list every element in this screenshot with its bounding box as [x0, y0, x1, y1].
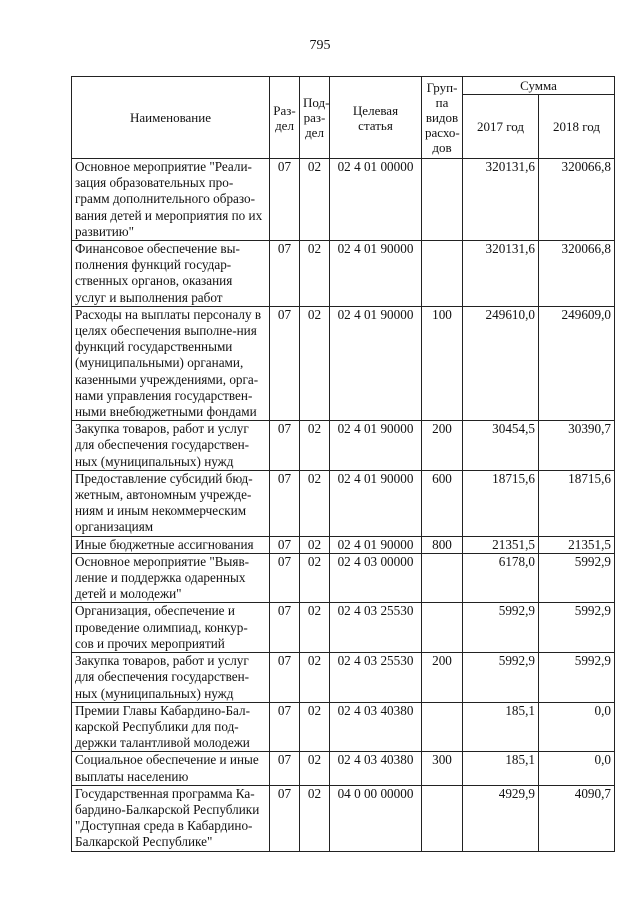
row-section: 07 — [270, 159, 300, 241]
row-sum-2017: 320131,6 — [463, 241, 539, 307]
table-row — [72, 653, 615, 703]
row-section: 07 — [270, 470, 300, 536]
row-sum-2017: 185,1 — [463, 702, 539, 752]
row-section: 07 — [270, 785, 300, 851]
row-section: 07 — [270, 752, 300, 785]
row-expense-group: 200 — [422, 653, 463, 703]
table-row — [72, 553, 615, 603]
table-row — [72, 241, 615, 307]
table-header — [72, 77, 615, 159]
table-row — [72, 421, 615, 471]
table-body — [72, 159, 615, 852]
row-subsection: 02 — [300, 702, 330, 752]
table-row — [72, 306, 615, 420]
header-year-2017: 2017 год — [463, 95, 539, 159]
row-target-article: 02 4 03 25530 — [330, 603, 422, 653]
row-sum-2018: 5992,9 — [539, 603, 615, 653]
table-row — [72, 159, 615, 241]
row-sum-2017: 18715,6 — [463, 470, 539, 536]
row-sum-2017: 21351,5 — [463, 536, 539, 553]
row-subsection: 02 — [300, 421, 330, 471]
row-target-article: 02 4 01 90000 — [330, 470, 422, 536]
row-sum-2017: 5992,9 — [463, 653, 539, 703]
row-expense-group: 200 — [422, 421, 463, 471]
header-sum: Сумма — [463, 77, 615, 95]
row-sum-2017: 6178,0 — [463, 553, 539, 603]
table-row — [72, 702, 615, 752]
header-section: Раз- дел — [270, 77, 300, 159]
row-target-article: 02 4 03 25530 — [330, 653, 422, 703]
row-name: Основное мероприятие "Реали-зация образовательных про-грамм дополнительного образо-вания детей и мероприятия по их развитию" — [72, 159, 270, 241]
row-target-article: 02 4 03 40380 — [330, 752, 422, 785]
header-target-article: Целевая статья — [330, 77, 422, 159]
row-sum-2018: 320066,8 — [539, 241, 615, 307]
row-sum-2018: 4090,7 — [539, 785, 615, 851]
row-target-article: 04 0 00 00000 — [330, 785, 422, 851]
table-row — [72, 785, 615, 851]
row-name: Иные бюджетные ассигнования — [72, 536, 270, 553]
row-name: Закупка товаров, работ и услуг для обеспечения государствен-ных (муниципальных) нужд — [72, 421, 270, 471]
row-name: Предоставление субсидий бюд-жетным, автономным учрежде-ниям и иным некоммерческим организациям — [72, 470, 270, 536]
row-sum-2017: 320131,6 — [463, 159, 539, 241]
row-subsection: 02 — [300, 603, 330, 653]
page-number: 795 — [309, 38, 331, 53]
row-expense-group: 300 — [422, 752, 463, 785]
header-expense-group: Груп- па видов расхо- дов — [422, 77, 463, 159]
row-subsection: 02 — [300, 785, 330, 851]
row-subsection: 02 — [300, 241, 330, 307]
row-target-article: 02 4 01 90000 — [330, 421, 422, 471]
row-target-article: 02 4 03 40380 — [330, 702, 422, 752]
row-section: 07 — [270, 536, 300, 553]
table-row — [72, 752, 615, 785]
row-expense-group: 800 — [422, 536, 463, 553]
row-name: Премии Главы Кабардино-Бал-карской Республики для под-держки талантливой молодежи — [72, 702, 270, 752]
row-expense-group: 100 — [422, 306, 463, 420]
row-name: Закупка товаров, работ и услуг для обеспечения государствен-ных (муниципальных) нужд — [72, 653, 270, 703]
row-expense-group — [422, 702, 463, 752]
row-target-article: 02 4 03 00000 — [330, 553, 422, 603]
row-subsection: 02 — [300, 653, 330, 703]
row-subsection: 02 — [300, 470, 330, 536]
row-subsection: 02 — [300, 159, 330, 241]
row-sum-2018: 0,0 — [539, 752, 615, 785]
row-section: 07 — [270, 603, 300, 653]
row-expense-group — [422, 785, 463, 851]
row-name: Организация, обеспечение и проведение олимпиад, конкур-сов и прочих мероприятий — [72, 603, 270, 653]
row-sum-2018: 249609,0 — [539, 306, 615, 420]
row-sum-2017: 185,1 — [463, 752, 539, 785]
table-row — [72, 536, 615, 553]
row-subsection: 02 — [300, 306, 330, 420]
row-sum-2018: 30390,7 — [539, 421, 615, 471]
row-expense-group — [422, 553, 463, 603]
row-sum-2018: 0,0 — [539, 702, 615, 752]
row-section: 07 — [270, 653, 300, 703]
header-year-2018: 2018 год — [539, 95, 615, 159]
row-name: Социальное обеспечение и иные выплаты населению — [72, 752, 270, 785]
row-target-article: 02 4 01 90000 — [330, 306, 422, 420]
row-expense-group — [422, 241, 463, 307]
row-target-article: 02 4 01 90000 — [330, 536, 422, 553]
row-expense-group — [422, 159, 463, 241]
row-section: 07 — [270, 702, 300, 752]
row-expense-group — [422, 603, 463, 653]
row-section: 07 — [270, 421, 300, 471]
table-row — [72, 470, 615, 536]
row-sum-2018: 21351,5 — [539, 536, 615, 553]
row-section: 07 — [270, 553, 300, 603]
row-target-article: 02 4 01 90000 — [330, 241, 422, 307]
table-row — [72, 603, 615, 653]
row-name: Расходы на выплаты персоналу в целях обеспечения выполне-ния функций государственными (муниципальными) органами, казенными учреждениями, орга-нами управления государствен-ными внебюджетными фондами — [72, 306, 270, 420]
row-sum-2017: 30454,5 — [463, 421, 539, 471]
row-section: 07 — [270, 241, 300, 307]
row-target-article: 02 4 01 00000 — [330, 159, 422, 241]
header-name: Наименование — [72, 77, 270, 159]
row-sum-2017: 249610,0 — [463, 306, 539, 420]
header-subsection: Под- раз- дел — [300, 77, 330, 159]
row-expense-group: 600 — [422, 470, 463, 536]
row-section: 07 — [270, 306, 300, 420]
row-subsection: 02 — [300, 536, 330, 553]
row-subsection: 02 — [300, 553, 330, 603]
row-name: Государственная программа Ка-бардино-Балкарской Республики "Доступная среда в Кабардино-Балкарской Республике" — [72, 785, 270, 851]
row-subsection: 02 — [300, 752, 330, 785]
budget-table — [71, 76, 615, 852]
row-sum-2018: 5992,9 — [539, 653, 615, 703]
row-sum-2018: 320066,8 — [539, 159, 615, 241]
row-name: Финансовое обеспечение вы-полнения функций государ-ственных органов, оказания услуг и выполнения работ — [72, 241, 270, 307]
row-sum-2018: 5992,9 — [539, 553, 615, 603]
row-name: Основное мероприятие "Выяв-ление и поддержка одаренных детей и молодежи" — [72, 553, 270, 603]
row-sum-2018: 18715,6 — [539, 470, 615, 536]
row-sum-2017: 4929,9 — [463, 785, 539, 851]
row-sum-2017: 5992,9 — [463, 603, 539, 653]
